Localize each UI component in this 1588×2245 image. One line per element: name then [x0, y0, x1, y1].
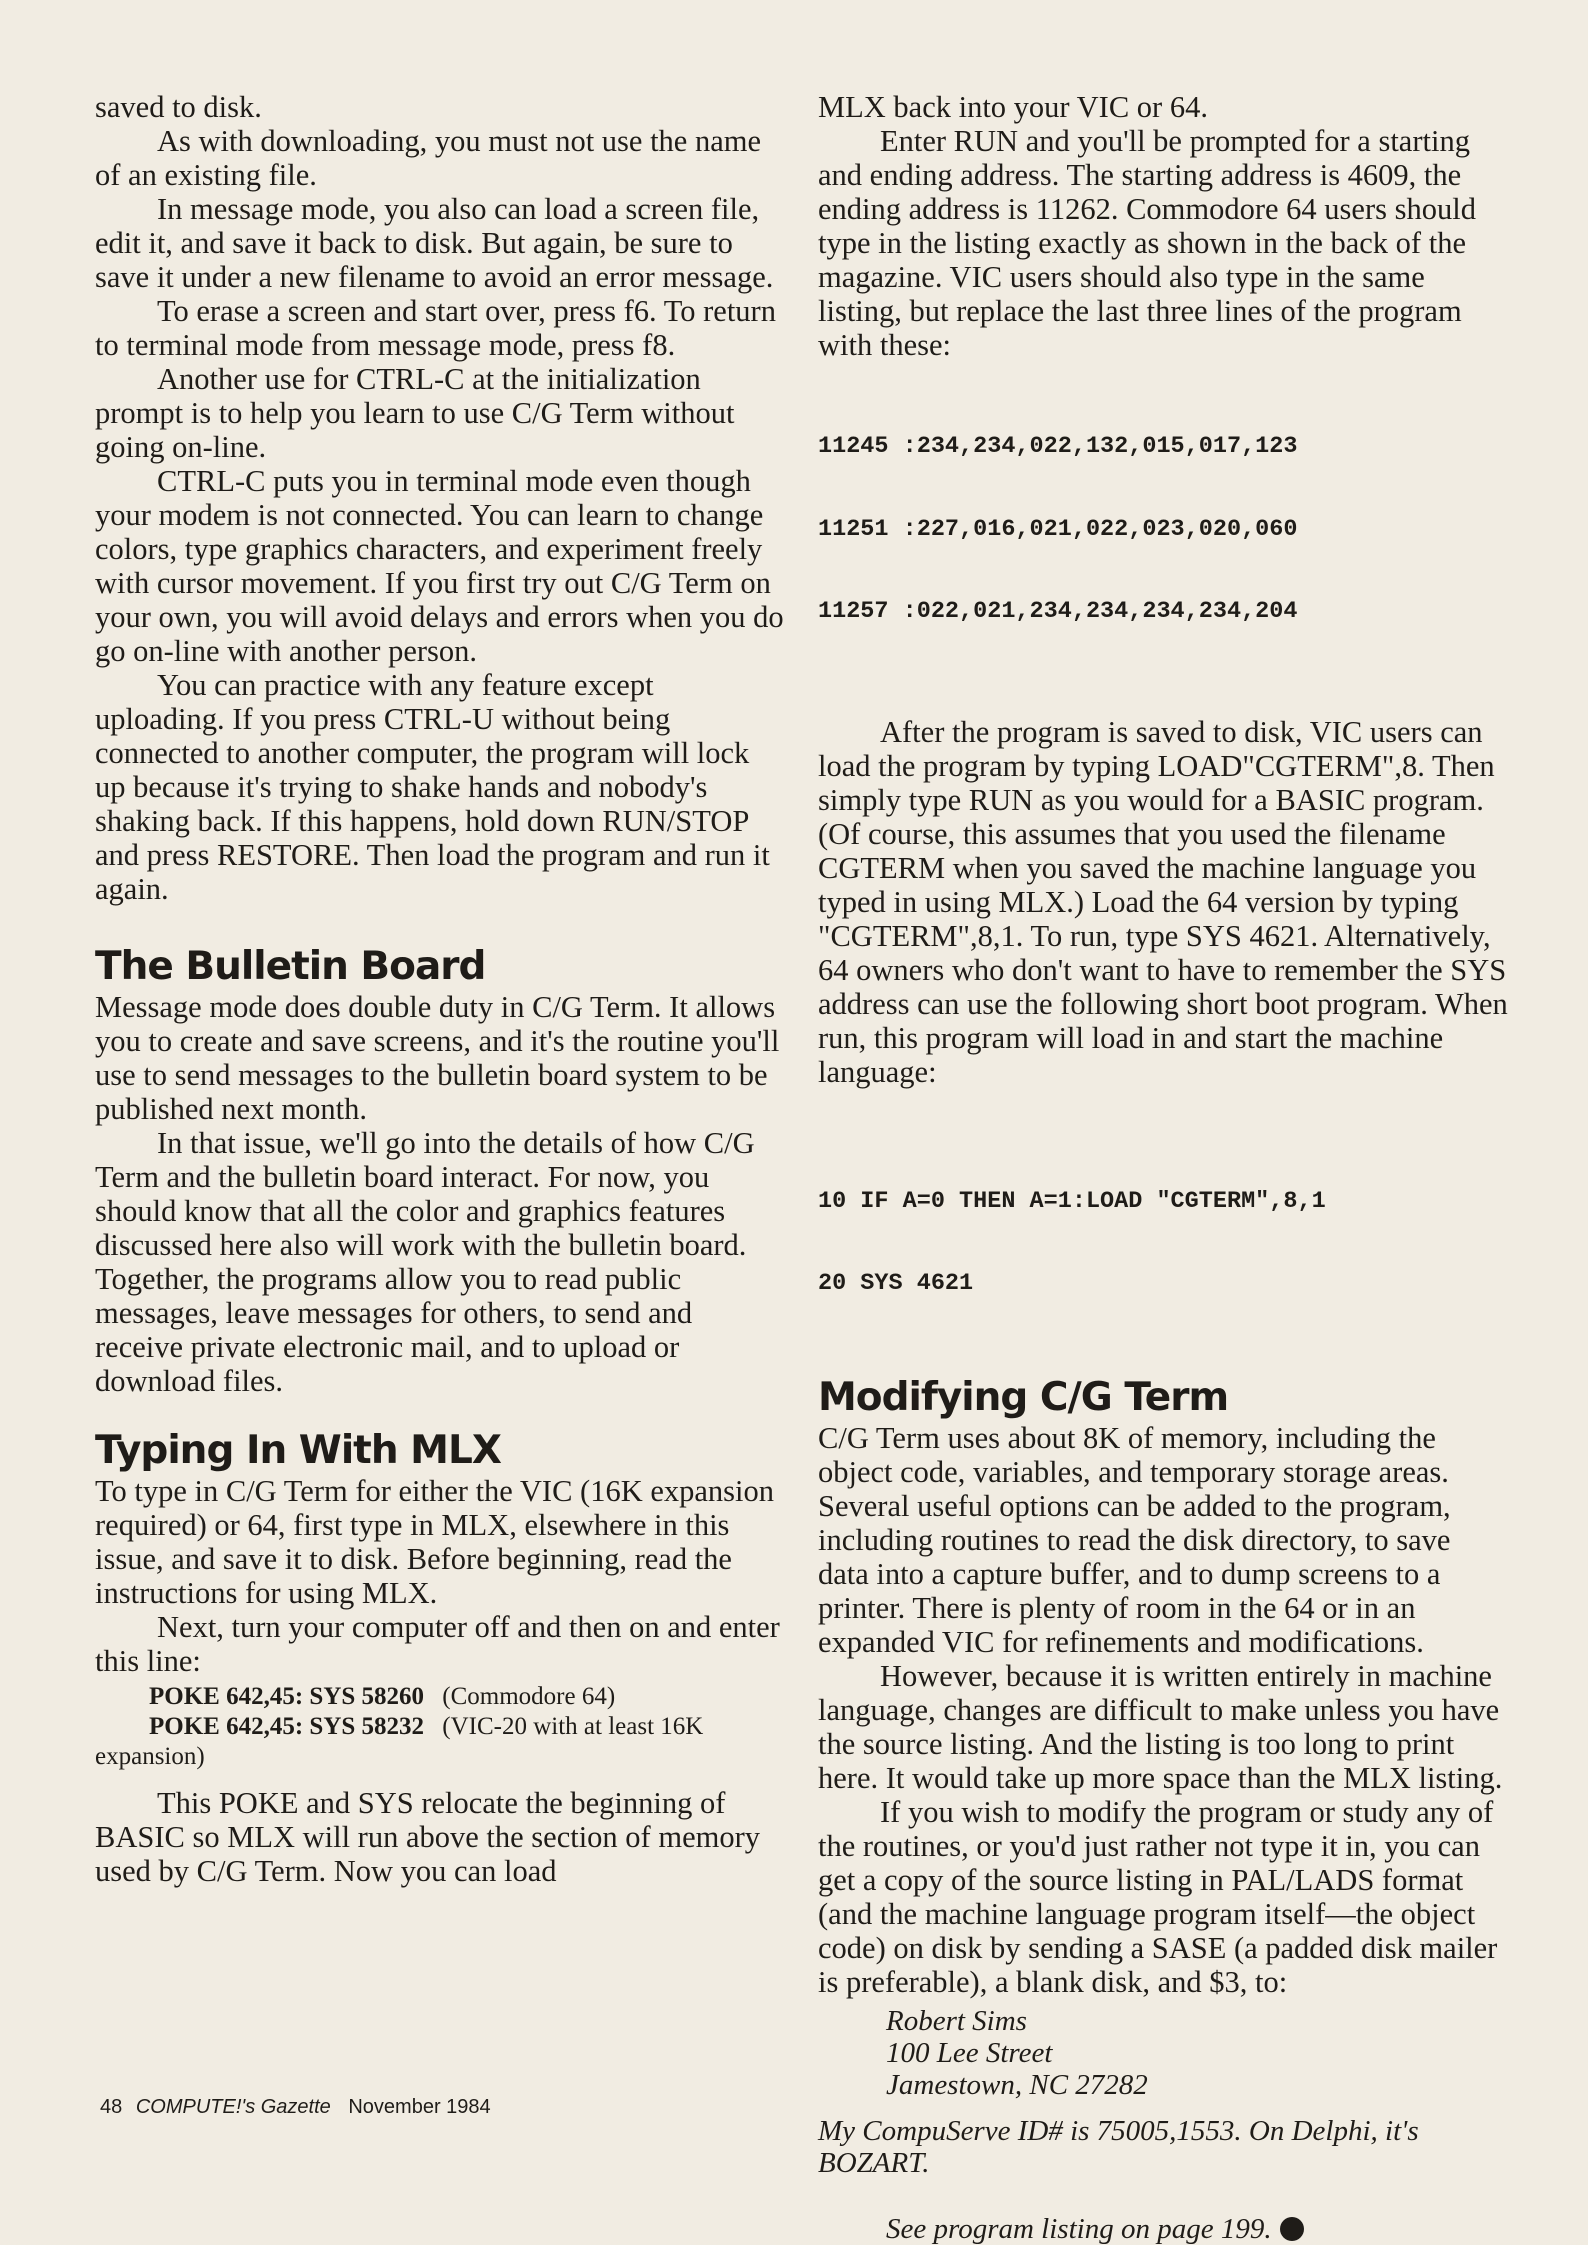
code-listing-boot-program	[818, 1133, 1508, 1353]
paragraph: Next, turn your computer off and then on and enter this line:	[95, 1610, 780, 1678]
page-footer	[100, 2096, 491, 2119]
end-of-article-icon	[1280, 2217, 1304, 2241]
section-heading-typing-in-with-mlx: Typing In With MLX	[95, 1428, 501, 1473]
paragraph: Message mode does double duty in C/G Term. It allows you to create and save screens, and it's the routine you'll use to send messages to the bulletin board system to be published next month.	[95, 990, 780, 1126]
code-line: 11245 :234,234,022,132,015,017,123	[818, 433, 1298, 460]
paragraph: However, because it is written entirely in machine language, changes are difficult to make unless you have the source listing. And the listing is too long to print here. It would take up more space than the MLX listing.	[818, 1658, 1503, 1795]
address-name: Robert Sims	[886, 2004, 1027, 2037]
mailing-address	[818, 2005, 1508, 2101]
paragraph: In message mode, you also can load a screen file, edit it, and save it back to disk. But again, be sure to save it under a new filename to avoid an error message.	[95, 192, 774, 294]
paragraph: To type in C/G Term for either the VIC (16K expansion required) or 64, first type in MLX, elsewhere in this issue, and save it to disk. Before beginning, read the instructions for using MLX.	[95, 1474, 775, 1610]
poke-line	[95, 1682, 785, 1712]
poke-note: (VIC-20 with at least 16K expansion)	[95, 1713, 704, 1770]
page-number: 48	[100, 2096, 123, 2118]
see-listing-text: See program listing on page 199.	[886, 2212, 1272, 2245]
issue-date: November 1984	[348, 2096, 491, 2118]
paragraph: saved to disk.	[95, 90, 262, 124]
paragraph: This POKE and SYS relocate the beginning of BASIC so MLX will run above the section of memory used by C/G Term. Now you can load	[95, 1786, 760, 1888]
paragraph: After the program is saved to disk, VIC users can load the program by typing LOAD"CGTERM",8. Then simply type RUN as you would for a BASIC program. (Of course, this assumes that you used the filename CGTERM when you saved the machine language you typed in using MLX.) Load the 64 version by typing "CGTERM",8,1. To run, type SYS 4621. Alternatively, 64 owners who don't want to have to remember the SYS address can use the following short boot program. When run, this program will load in and start the machine language:	[818, 714, 1508, 1089]
code-line: 20 SYS 4621	[818, 1270, 974, 1297]
address-street: 100 Lee Street	[886, 2036, 1053, 2069]
paragraph: CTRL-C puts you in terminal mode even though your modem is not connected. You can learn to change colors, type graphics characters, and experiment freely with cursor movement. If you first try out C/G Term on your own, you will avoid delays and errors when you do go on-line with another person.	[95, 464, 784, 668]
paragraph: Enter RUN and you'll be prompted for a starting and ending address. The starting address is 4609, the ending address is 11262. Commodore 64 users should type in the listing exactly as shown in the back of the magazine. VIC users should also type in the same listing, but replace the last three lines of the program with these:	[818, 124, 1476, 362]
code-line: 11257 :022,021,234,234,234,234,204	[818, 598, 1298, 625]
paragraph: MLX back into your VIC or 64.	[818, 90, 1208, 124]
paragraph: In that issue, we'll go into the details of how C/G Term and the bulletin board interact. For now, you should know that all the color and graphics features discussed here also will work with the bulletin board. Together, the programs allow you to read public messages, leave messages for others, to send and receive private electronic mail, and to upload or download files.	[95, 1126, 755, 1398]
code-line: 11251 :227,016,021,022,023,020,060	[818, 515, 1298, 543]
left-column	[95, 90, 785, 1888]
section-heading-modifying-cg-term: Modifying C/G Term	[818, 1374, 1229, 1420]
magazine-name: COMPUTE!'s Gazette	[135, 2096, 331, 2118]
paragraph: Another use for CTRL-C at the initialization prompt is to help you learn to use C/G Term without going on-line.	[95, 362, 735, 464]
code-line: 10 IF A=0 THEN A=1:LOAD "CGTERM",8,1	[818, 1187, 1326, 1215]
paragraph: You can practice with any feature except uploading. If you press CTRL-U without being connected to another computer, the program will lock up because it's trying to shake hands and nobody's shaking back. If this happens, hold down RUN/STOP and press RESTORE. Then load the program and run it again.	[95, 668, 770, 906]
poke-instructions	[95, 1682, 785, 1772]
poke-command: POKE 642,45: SYS 58232	[149, 1713, 425, 1740]
section-heading-bulletin-board: The Bulletin Board	[95, 944, 486, 989]
right-column	[818, 90, 1508, 2245]
paragraph: As with downloading, you must not use the name of an existing file.	[95, 124, 762, 192]
poke-line	[95, 1712, 785, 1772]
compuserve-note: My CompuServe ID# is 75005,1553. On Delphi, it's BOZART.	[818, 2114, 1419, 2179]
paragraph: To erase a screen and start over, press f6. To return to terminal mode from message mode, press f8.	[95, 294, 776, 362]
code-listing-vic-lines	[818, 378, 1508, 681]
paragraph: C/G Term uses about 8K of memory, including the object code, variables, and temporary storage areas. Several useful options can be added to the program, including routines to read the disk directory, to save data into a capture buffer, and to dump screens to a printer. There is plenty of room in the 64 or in an expanded VIC for refinements and modifications.	[818, 1420, 1451, 1659]
paragraph: If you wish to modify the program or study any of the routines, or you'd just rather not type it in, you can get a copy of the source listing in PAL/LADS format (and the machine language program itself—the object code) on disk by sending a SASE (a padded disk mailer is preferable), a blank disk, and $3, to:	[818, 1794, 1498, 1999]
poke-note: (Commodore 64)	[442, 1683, 616, 1710]
program-listing-reference	[818, 2213, 1508, 2245]
poke-command: POKE 642,45: SYS 58260	[149, 1683, 425, 1710]
address-city: Jamestown, NC 27282	[886, 2068, 1148, 2101]
